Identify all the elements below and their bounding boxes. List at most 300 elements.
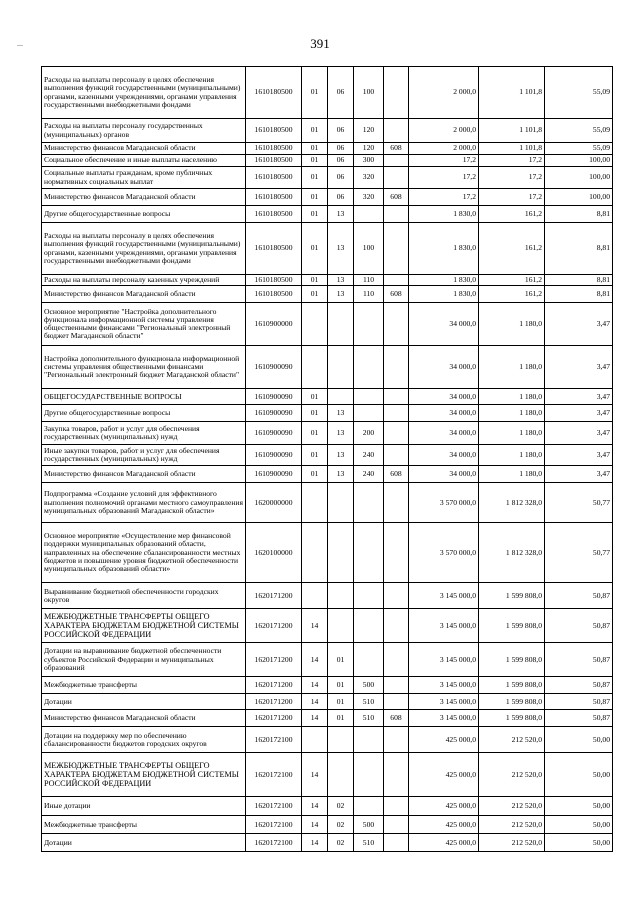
expense-name-cell: Министерство финансов Магаданской области	[42, 286, 246, 303]
subsection-cell: 13	[328, 422, 354, 445]
target-code-cell: 1610180500	[246, 167, 302, 189]
subsection-cell: 01	[328, 694, 354, 710]
expense-name-cell: ОБЩЕГОСУДАРСТВЕННЫЕ ВОПРОСЫ	[42, 389, 246, 405]
planned-amount-cell: 34 000,0	[409, 466, 479, 483]
administrator-cell: 608	[384, 143, 409, 155]
expense-name-cell: Расходы на выплаты персоналу в целях обеспечения выполнения функций государственными (муниципальными) органами, казенными учреждениями, органами управления государственными внебюджетными фондами	[42, 223, 246, 275]
table-row	[42, 389, 613, 405]
actual-amount-cell: 1 599 808,0	[479, 643, 545, 677]
section-cell: 01	[302, 189, 328, 206]
section-cell: 01	[302, 223, 328, 275]
subsection-cell: 13	[328, 466, 354, 483]
administrator-cell	[384, 155, 409, 167]
subsection-cell: 13	[328, 445, 354, 466]
actual-amount-cell: 161,2	[479, 275, 545, 286]
table-row	[42, 346, 613, 389]
expense-name-cell: МЕЖБЮДЖЕТНЫЕ ТРАНСФЕРТЫ ОБЩЕГО ХАРАКТЕРА БЮДЖЕТАМ БЮДЖЕТНОЙ СИСТЕМЫ РОССИЙСКОЙ ФЕДЕРАЦИИ	[42, 753, 246, 797]
expense-type-cell	[354, 523, 384, 583]
expense-name-cell: Закупка товаров, работ и услуг для обеспечения государственных (муниципальных) нужд	[42, 422, 246, 445]
target-code-cell: 1610900000	[246, 303, 302, 346]
expense-type-cell	[354, 389, 384, 405]
subsection-cell: 13	[328, 405, 354, 422]
administrator-cell	[384, 694, 409, 710]
expense-type-cell: 500	[354, 677, 384, 694]
table-row	[42, 119, 613, 143]
expense-type-cell: 320	[354, 189, 384, 206]
section-cell: 14	[302, 753, 328, 797]
subsection-cell	[328, 609, 354, 643]
administrator-cell	[384, 405, 409, 422]
expense-name-cell: Межбюджетные трансферты	[42, 677, 246, 694]
planned-amount-cell: 425 000,0	[409, 797, 479, 816]
percent-cell: 50,00	[545, 834, 613, 852]
percent-cell: 100,00	[545, 189, 613, 206]
expense-type-cell: 110	[354, 275, 384, 286]
target-code-cell: 1610180500	[246, 189, 302, 206]
planned-amount-cell: 1 830,0	[409, 206, 479, 223]
actual-amount-cell: 1 180,0	[479, 445, 545, 466]
table-row	[42, 286, 613, 303]
section-cell: 14	[302, 816, 328, 834]
expense-name-cell: Настройка дополнительного функционала информационной системы управления общественными финансами "Региональный электронный бюджет Магаданской области"	[42, 346, 246, 389]
expense-type-cell	[354, 727, 384, 753]
administrator-cell: 608	[384, 466, 409, 483]
section-cell: 14	[302, 643, 328, 677]
table-row	[42, 67, 613, 119]
target-code-cell: 1610180500	[246, 143, 302, 155]
expense-name-cell: Иные дотации	[42, 797, 246, 816]
percent-cell: 50,87	[545, 583, 613, 609]
expense-type-cell: 500	[354, 816, 384, 834]
actual-amount-cell: 212 520,0	[479, 753, 545, 797]
subsection-cell: 02	[328, 834, 354, 852]
section-cell: 14	[302, 797, 328, 816]
table-row	[42, 677, 613, 694]
administrator-cell	[384, 223, 409, 275]
expense-name-cell: Расходы на выплаты персоналу казенных учреждений	[42, 275, 246, 286]
table-row	[42, 609, 613, 643]
percent-cell: 50,87	[545, 710, 613, 727]
actual-amount-cell: 1 180,0	[479, 422, 545, 445]
percent-cell: 50,00	[545, 753, 613, 797]
percent-cell: 50,87	[545, 694, 613, 710]
percent-cell: 3,47	[545, 346, 613, 389]
subsection-cell	[328, 389, 354, 405]
table-row	[42, 143, 613, 155]
section-cell: 14	[302, 677, 328, 694]
percent-cell: 50,87	[545, 609, 613, 643]
administrator-cell	[384, 206, 409, 223]
expense-type-cell	[354, 483, 384, 523]
expense-type-cell: 510	[354, 694, 384, 710]
planned-amount-cell: 2 000,0	[409, 143, 479, 155]
expense-type-cell: 100	[354, 67, 384, 119]
section-cell: 01	[302, 286, 328, 303]
administrator-cell	[384, 275, 409, 286]
expense-type-cell	[354, 753, 384, 797]
percent-cell: 3,47	[545, 466, 613, 483]
target-code-cell: 1610900090	[246, 422, 302, 445]
actual-amount-cell: 212 520,0	[479, 816, 545, 834]
section-cell: 01	[302, 445, 328, 466]
administrator-cell	[384, 834, 409, 852]
planned-amount-cell: 3 145 000,0	[409, 710, 479, 727]
target-code-cell: 1620172100	[246, 816, 302, 834]
expense-name-cell: Основное мероприятие «Осуществление мер финансовой поддержки муниципальных образований области, направленных на обеспечение сбалансированности местных бюджетов и повышение уровня бюджетной обеспеченности муниципальных образований области»	[42, 523, 246, 583]
budget-table	[41, 66, 613, 852]
section-cell	[302, 483, 328, 523]
administrator-cell	[384, 797, 409, 816]
target-code-cell: 1620172100	[246, 834, 302, 852]
subsection-cell: 13	[328, 275, 354, 286]
administrator-cell	[384, 422, 409, 445]
subsection-cell	[328, 583, 354, 609]
expense-name-cell: Иные закупки товаров, работ и услуг для обеспечения государственных (муниципальных) нужд	[42, 445, 246, 466]
section-cell: 01	[302, 389, 328, 405]
subsection-cell: 02	[328, 816, 354, 834]
section-cell: 01	[302, 275, 328, 286]
expense-name-cell: Министерство финансов Магаданской области	[42, 143, 246, 155]
target-code-cell: 1610180500	[246, 275, 302, 286]
administrator-cell	[384, 167, 409, 189]
table-row	[42, 206, 613, 223]
actual-amount-cell: 1 599 808,0	[479, 710, 545, 727]
administrator-cell	[384, 389, 409, 405]
section-cell	[302, 727, 328, 753]
actual-amount-cell: 17,2	[479, 155, 545, 167]
percent-cell: 50,00	[545, 797, 613, 816]
section-cell: 01	[302, 119, 328, 143]
percent-cell: 8,81	[545, 223, 613, 275]
subsection-cell: 06	[328, 167, 354, 189]
administrator-cell	[384, 67, 409, 119]
target-code-cell: 1610900090	[246, 346, 302, 389]
percent-cell: 8,81	[545, 275, 613, 286]
subsection-cell	[328, 727, 354, 753]
actual-amount-cell: 1 812 328,0	[479, 523, 545, 583]
expense-name-cell: Дотации на поддержку мер по обеспечению сбалансированности бюджетов городских округов	[42, 727, 246, 753]
target-code-cell: 1620171200	[246, 643, 302, 677]
planned-amount-cell: 3 145 000,0	[409, 677, 479, 694]
planned-amount-cell: 425 000,0	[409, 816, 479, 834]
percent-cell: 50,00	[545, 816, 613, 834]
section-cell	[302, 523, 328, 583]
expense-name-cell: Другие общегосударственные вопросы	[42, 206, 246, 223]
administrator-cell: 608	[384, 189, 409, 206]
target-code-cell: 1610900090	[246, 389, 302, 405]
table-row	[42, 710, 613, 727]
actual-amount-cell: 161,2	[479, 206, 545, 223]
subsection-cell: 13	[328, 206, 354, 223]
expense-type-cell: 300	[354, 155, 384, 167]
administrator-cell	[384, 677, 409, 694]
table-row	[42, 583, 613, 609]
planned-amount-cell: 17,2	[409, 167, 479, 189]
table-row	[42, 643, 613, 677]
table-row	[42, 753, 613, 797]
target-code-cell: 1610180500	[246, 286, 302, 303]
expense-type-cell: 110	[354, 286, 384, 303]
subsection-cell: 01	[328, 710, 354, 727]
table-row	[42, 797, 613, 816]
table-row	[42, 189, 613, 206]
expense-name-cell: Дотации	[42, 834, 246, 852]
table-row	[42, 422, 613, 445]
table-row	[42, 155, 613, 167]
administrator-cell	[384, 445, 409, 466]
table-row	[42, 834, 613, 852]
subsection-cell: 06	[328, 119, 354, 143]
administrator-cell: 608	[384, 710, 409, 727]
planned-amount-cell: 17,2	[409, 155, 479, 167]
target-code-cell: 1620171200	[246, 583, 302, 609]
administrator-cell	[384, 643, 409, 677]
actual-amount-cell: 1 180,0	[479, 405, 545, 422]
section-cell: 01	[302, 155, 328, 167]
planned-amount-cell: 425 000,0	[409, 834, 479, 852]
percent-cell: 50,00	[545, 727, 613, 753]
percent-cell: 3,47	[545, 422, 613, 445]
expense-type-cell	[354, 609, 384, 643]
section-cell: 14	[302, 694, 328, 710]
target-code-cell: 1620100000	[246, 523, 302, 583]
expense-type-cell	[354, 303, 384, 346]
expense-type-cell: 510	[354, 710, 384, 727]
planned-amount-cell: 1 830,0	[409, 286, 479, 303]
actual-amount-cell: 1 101,8	[479, 67, 545, 119]
expense-name-cell: Расходы на выплаты персоналу в целях обеспечения выполнения функций государственными (муниципальными) органами, казенными учреждениями, органами управления государственными внебюджетными фондами	[42, 67, 246, 119]
expense-type-cell: 200	[354, 422, 384, 445]
target-code-cell: 1610900090	[246, 445, 302, 466]
actual-amount-cell: 1 101,8	[479, 119, 545, 143]
target-code-cell: 1620172100	[246, 797, 302, 816]
administrator-cell	[384, 816, 409, 834]
subsection-cell: 13	[328, 286, 354, 303]
target-code-cell: 1620171200	[246, 710, 302, 727]
expense-name-cell: Министерство финансов Магаданской области	[42, 189, 246, 206]
expense-name-cell: Дотации на выравнивание бюджетной обеспеченности субъектов Российской Федерации и муниципальных образований	[42, 643, 246, 677]
percent-cell: 50,87	[545, 677, 613, 694]
expense-name-cell: Подпрограмма «Создание условий для эффективного выполнения полномочий органами местного самоуправления муниципальных образований Магаданской области»	[42, 483, 246, 523]
table-row	[42, 405, 613, 422]
section-cell: 01	[302, 466, 328, 483]
expense-type-cell: 100	[354, 223, 384, 275]
expense-name-cell: Социальное обеспечение и иные выплаты населению	[42, 155, 246, 167]
table-row	[42, 727, 613, 753]
section-cell: 14	[302, 710, 328, 727]
percent-cell: 8,81	[545, 206, 613, 223]
percent-cell: 50,77	[545, 523, 613, 583]
planned-amount-cell: 34 000,0	[409, 405, 479, 422]
actual-amount-cell: 161,2	[479, 286, 545, 303]
page-number: 391	[310, 36, 330, 51]
actual-amount-cell: 1 599 808,0	[479, 677, 545, 694]
expense-type-cell	[354, 206, 384, 223]
planned-amount-cell: 3 570 000,0	[409, 483, 479, 523]
actual-amount-cell: 17,2	[479, 167, 545, 189]
subsection-cell: 02	[328, 797, 354, 816]
percent-cell: 55,09	[545, 67, 613, 119]
percent-cell: 55,09	[545, 119, 613, 143]
planned-amount-cell: 425 000,0	[409, 753, 479, 797]
expense-type-cell: 320	[354, 167, 384, 189]
subsection-cell	[328, 523, 354, 583]
table-row	[42, 466, 613, 483]
table-row	[42, 816, 613, 834]
planned-amount-cell: 3 145 000,0	[409, 694, 479, 710]
administrator-cell	[384, 609, 409, 643]
percent-cell: 3,47	[545, 389, 613, 405]
actual-amount-cell: 1 599 808,0	[479, 609, 545, 643]
administrator-cell: 608	[384, 286, 409, 303]
actual-amount-cell: 212 520,0	[479, 834, 545, 852]
planned-amount-cell: 3 145 000,0	[409, 609, 479, 643]
expense-name-cell: Министерство финансов Магаданской области	[42, 466, 246, 483]
target-code-cell: 1610900090	[246, 405, 302, 422]
subsection-cell	[328, 303, 354, 346]
planned-amount-cell: 34 000,0	[409, 422, 479, 445]
planned-amount-cell: 1 830,0	[409, 223, 479, 275]
expense-name-cell: Социальные выплаты гражданам, кроме публичных нормативных социальных выплат	[42, 167, 246, 189]
table-row	[42, 445, 613, 466]
administrator-cell	[384, 753, 409, 797]
table-row	[42, 167, 613, 189]
administrator-cell	[384, 583, 409, 609]
expense-name-cell: Основное мероприятие "Настройка дополнительного функционала информационной системы управления общественными финансами "Региональный электронный бюджет Магаданской области"	[42, 303, 246, 346]
actual-amount-cell: 1 812 328,0	[479, 483, 545, 523]
administrator-cell	[384, 483, 409, 523]
expense-type-cell	[354, 797, 384, 816]
expense-name-cell: Межбюджетные трансферты	[42, 816, 246, 834]
expense-type-cell	[354, 346, 384, 389]
percent-cell: 100,00	[545, 167, 613, 189]
percent-cell: 100,00	[545, 155, 613, 167]
percent-cell: 50,77	[545, 483, 613, 523]
target-code-cell: 1610180500	[246, 206, 302, 223]
table-row	[42, 303, 613, 346]
target-code-cell: 1620171200	[246, 677, 302, 694]
target-code-cell: 1620172100	[246, 753, 302, 797]
expense-name-cell: Министерство финансов Магаданской области	[42, 710, 246, 727]
subsection-cell	[328, 483, 354, 523]
subsection-cell: 13	[328, 223, 354, 275]
target-code-cell: 1610180500	[246, 67, 302, 119]
expense-type-cell: 120	[354, 143, 384, 155]
planned-amount-cell: 3 570 000,0	[409, 523, 479, 583]
expense-type-cell: 240	[354, 466, 384, 483]
target-code-cell: 1620171200	[246, 694, 302, 710]
subsection-cell: 01	[328, 677, 354, 694]
subsection-cell: 06	[328, 67, 354, 119]
table-row	[42, 483, 613, 523]
target-code-cell: 1610180500	[246, 119, 302, 143]
actual-amount-cell: 1 101,8	[479, 143, 545, 155]
table-row	[42, 275, 613, 286]
administrator-cell	[384, 303, 409, 346]
target-code-cell: 1610180500	[246, 155, 302, 167]
percent-cell: 3,47	[545, 445, 613, 466]
target-code-cell: 1620172100	[246, 727, 302, 753]
table-row	[42, 223, 613, 275]
subsection-cell	[328, 346, 354, 389]
percent-cell: 8,81	[545, 286, 613, 303]
target-code-cell: 1610180500	[246, 223, 302, 275]
actual-amount-cell: 212 520,0	[479, 727, 545, 753]
actual-amount-cell: 1 180,0	[479, 303, 545, 346]
section-cell: 01	[302, 167, 328, 189]
planned-amount-cell: 34 000,0	[409, 389, 479, 405]
planned-amount-cell: 17,2	[409, 189, 479, 206]
section-cell: 01	[302, 206, 328, 223]
actual-amount-cell: 1 180,0	[479, 346, 545, 389]
percent-cell: 55,09	[545, 143, 613, 155]
table-row	[42, 523, 613, 583]
section-cell: 01	[302, 405, 328, 422]
section-cell	[302, 303, 328, 346]
planned-amount-cell: 425 000,0	[409, 727, 479, 753]
expense-name-cell: Другие общегосударственные вопросы	[42, 405, 246, 422]
expense-name-cell: Выравнивание бюджетной обеспеченности городских округов	[42, 583, 246, 609]
section-cell: 01	[302, 67, 328, 119]
expense-name-cell: Дотации	[42, 694, 246, 710]
planned-amount-cell: 34 000,0	[409, 346, 479, 389]
administrator-cell	[384, 523, 409, 583]
expense-type-cell: 120	[354, 119, 384, 143]
subsection-cell: 06	[328, 143, 354, 155]
expense-type-cell: 240	[354, 445, 384, 466]
subsection-cell: 06	[328, 155, 354, 167]
expense-type-cell: 510	[354, 834, 384, 852]
table-row	[42, 694, 613, 710]
percent-cell: 50,87	[545, 643, 613, 677]
expense-name-cell: Расходы на выплаты персоналу государственных (муниципальных) органов	[42, 119, 246, 143]
section-cell: 01	[302, 422, 328, 445]
expense-type-cell	[354, 405, 384, 422]
actual-amount-cell: 1 180,0	[479, 466, 545, 483]
expense-name-cell: МЕЖБЮДЖЕТНЫЕ ТРАНСФЕРТЫ ОБЩЕГО ХАРАКТЕРА БЮДЖЕТАМ БЮДЖЕТНОЙ СИСТЕМЫ РОССИЙСКОЙ ФЕДЕРАЦИИ	[42, 609, 246, 643]
actual-amount-cell: 212 520,0	[479, 797, 545, 816]
planned-amount-cell: 34 000,0	[409, 303, 479, 346]
target-code-cell: 1610900090	[246, 466, 302, 483]
administrator-cell	[384, 346, 409, 389]
expense-type-cell	[354, 643, 384, 677]
planned-amount-cell: 2 000,0	[409, 119, 479, 143]
planned-amount-cell: 34 000,0	[409, 445, 479, 466]
percent-cell: 3,47	[545, 303, 613, 346]
expense-type-cell	[354, 583, 384, 609]
subsection-cell	[328, 753, 354, 797]
table-body	[42, 67, 613, 852]
actual-amount-cell: 17,2	[479, 189, 545, 206]
section-cell: 14	[302, 609, 328, 643]
margin-mark: ...	[17, 39, 23, 48]
section-cell: 14	[302, 834, 328, 852]
planned-amount-cell: 3 145 000,0	[409, 643, 479, 677]
administrator-cell	[384, 727, 409, 753]
actual-amount-cell: 1 180,0	[479, 389, 545, 405]
section-cell	[302, 346, 328, 389]
target-code-cell: 1620000000	[246, 483, 302, 523]
planned-amount-cell: 1 830,0	[409, 275, 479, 286]
section-cell	[302, 583, 328, 609]
actual-amount-cell: 161,2	[479, 223, 545, 275]
planned-amount-cell: 3 145 000,0	[409, 583, 479, 609]
subsection-cell: 01	[328, 643, 354, 677]
actual-amount-cell: 1 599 808,0	[479, 694, 545, 710]
planned-amount-cell: 2 000,0	[409, 67, 479, 119]
subsection-cell: 06	[328, 189, 354, 206]
percent-cell: 3,47	[545, 405, 613, 422]
